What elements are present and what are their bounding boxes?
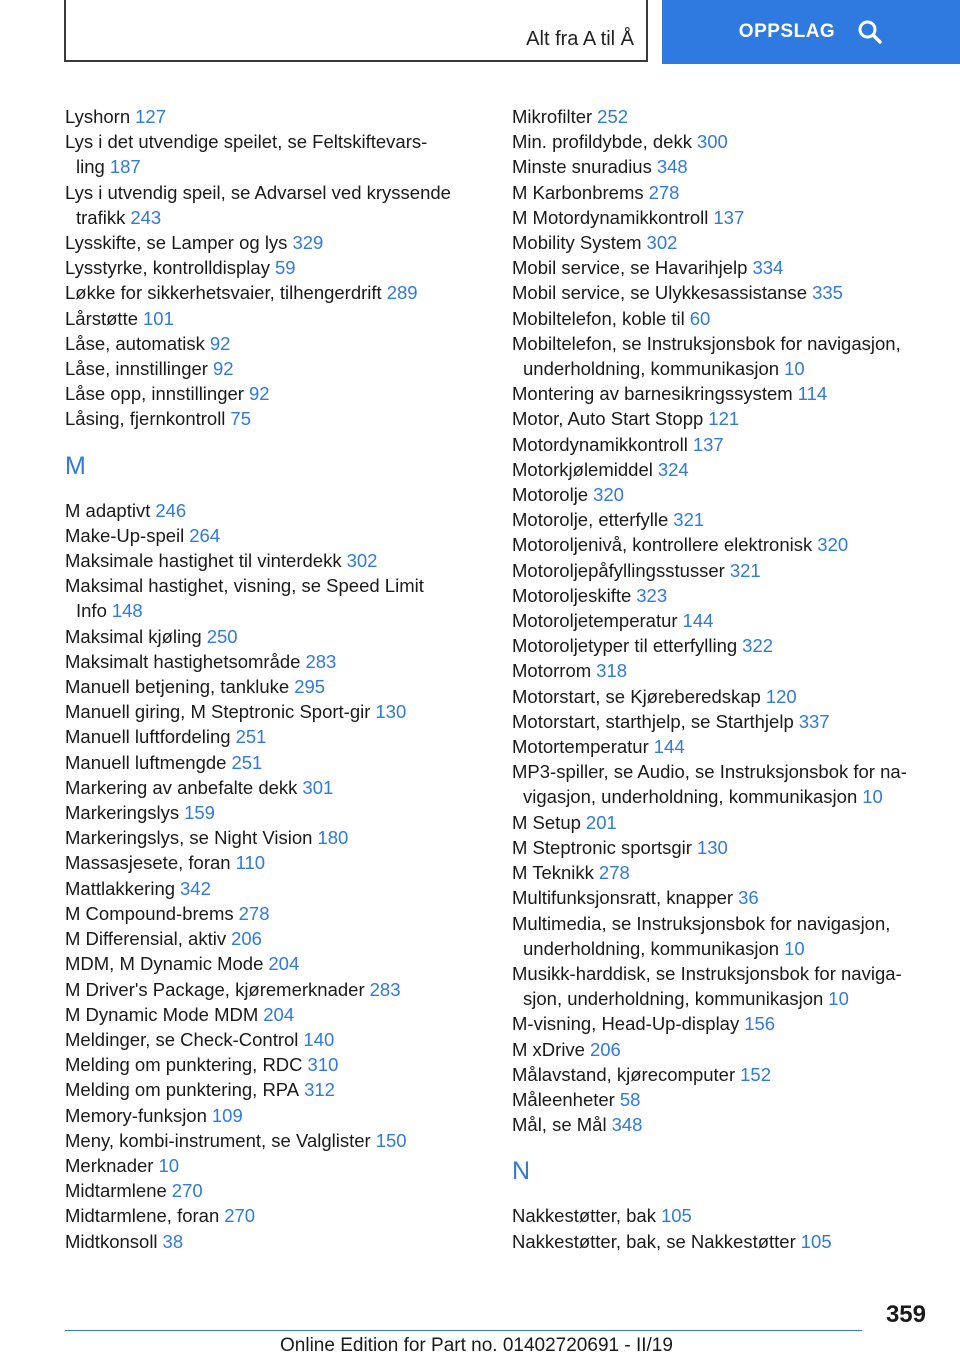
index-entry <box>65 230 505 255</box>
page-reference-link[interactable]: 278 <box>598 862 630 884</box>
index-entry <box>65 825 505 850</box>
page-reference-link[interactable]: 322 <box>742 635 774 657</box>
header-title: Alt fra A til Å <box>526 28 634 50</box>
page-reference-link[interactable]: 302 <box>346 550 378 572</box>
index-entry-text: Motoroljetemperatur <box>512 610 678 632</box>
page-reference-link[interactable]: 159 <box>184 802 215 824</box>
index-entry <box>512 1229 952 1254</box>
footer-edition <box>280 1335 673 1357</box>
index-entry-text: Mobiltelefon, koble til <box>512 307 685 329</box>
page-reference-link[interactable]: 58 <box>619 1088 641 1110</box>
index-entry-text: Nakkestøtter, bak <box>512 1205 656 1227</box>
index-entry-text: Lysstyrke, kontrolldisplay <box>65 257 270 279</box>
page-reference-link[interactable]: 283 <box>305 650 337 672</box>
page-reference-link[interactable]: 150 <box>375 1129 407 1151</box>
page-reference-link[interactable]: 324 <box>657 458 689 480</box>
page-reference-link[interactable]: 270 <box>171 1180 203 1202</box>
index-entry <box>512 230 952 255</box>
index-entry-text: Motordynamikkontroll <box>512 433 688 455</box>
index-entry <box>512 759 952 809</box>
page-reference-link[interactable]: 270 <box>224 1205 256 1227</box>
page-reference-link[interactable]: 302 <box>646 232 678 254</box>
section-heading-n: N <box>512 1157 531 1186</box>
search-icon <box>857 19 883 45</box>
index-entry-text: Låsing, fjernkontroll <box>65 408 226 430</box>
page-number: 359 <box>885 1301 926 1328</box>
index-entry-text: Mattlakkering <box>65 877 176 899</box>
index-entry <box>512 457 952 482</box>
index-entry <box>65 1077 505 1102</box>
footer-divider <box>65 1330 862 1331</box>
page-reference-link[interactable]: 321 <box>729 559 761 581</box>
index-entry-text: M Motordynamikkontroll <box>512 206 709 228</box>
index-entry-text: Info <box>76 600 107 622</box>
index-entry-text: Manuell luftfordeling <box>65 726 231 748</box>
index-entry <box>65 356 505 381</box>
page-reference-link[interactable]: 109 <box>211 1104 243 1126</box>
index-entry-text: Motortemperatur <box>512 736 649 758</box>
page-reference-link[interactable]: 206 <box>231 928 262 950</box>
index-entry-text: Meldinger, se Check-Control <box>65 1028 299 1050</box>
page-reference-link[interactable]: 148 <box>111 600 143 622</box>
page-reference-link[interactable]: 114 <box>797 383 828 405</box>
index-entry <box>65 180 505 230</box>
index-entry-text: M Karbonbrems <box>512 181 644 203</box>
page-reference-link[interactable]: 92 <box>212 358 234 380</box>
page-reference-link[interactable]: 250 <box>206 625 238 647</box>
page-reference-link[interactable]: 156 <box>744 1013 776 1035</box>
index-entry <box>512 532 952 557</box>
index-entry-text: Maksimal kjøling <box>65 625 202 647</box>
page-reference-link[interactable]: 310 <box>307 1054 339 1076</box>
index-entry <box>512 885 952 910</box>
page-reference-link[interactable]: 127 <box>135 106 167 127</box>
page-reference-link[interactable]: 10 <box>158 1154 180 1176</box>
index-entry <box>512 255 952 280</box>
page-reference-link[interactable]: 59 <box>274 257 296 279</box>
index-entry-text: Motorstart, starthjelp, se Starthjelp <box>512 710 794 732</box>
page-reference-link[interactable]: 130 <box>375 701 407 723</box>
index-entry-text: Manuell luftmengde <box>65 751 227 773</box>
page-reference-link[interactable]: 204 <box>268 953 300 975</box>
index-entry-text: Lysskifte, se Lamper og lys <box>65 232 288 254</box>
index-entry <box>65 1128 505 1153</box>
page-reference-link[interactable]: 120 <box>765 685 797 707</box>
index-entry-text: M-visning, Head-Up-display <box>512 1013 740 1035</box>
index-entry-text: Markeringslys, se Night Vision <box>65 827 313 849</box>
page-reference-link[interactable]: 121 <box>708 408 740 430</box>
page-reference-link[interactable]: 38 <box>162 1230 184 1252</box>
index-entry <box>512 911 952 961</box>
index-entry-text: Massasjesete, foran <box>65 852 231 874</box>
index-entry-text: trafikk <box>76 206 126 228</box>
index-entry <box>512 583 952 608</box>
page-reference-link[interactable]: 335 <box>812 282 843 304</box>
page-reference-link[interactable]: 329 <box>292 232 324 254</box>
index-column-right <box>512 104 952 1254</box>
index-entry-text: Motorstart, se Kjøreberedskap <box>512 685 761 707</box>
page-reference-link[interactable]: 252 <box>597 106 629 127</box>
index-entry <box>65 1027 505 1052</box>
page-reference-link[interactable]: 243 <box>130 206 162 228</box>
page-reference-link[interactable]: 320 <box>593 484 624 506</box>
index-entry-text: Motoroljenivå, kontrollere elektronisk <box>512 534 813 556</box>
index-entry-text: Maksimale hastighet til vinterdekk <box>65 550 342 572</box>
index-entry-text: Låse, innstillinger <box>65 358 208 380</box>
index-entry <box>65 381 505 406</box>
page-reference-link[interactable]: 301 <box>302 776 334 798</box>
index-entry-text: underholdning, kommunikasjon <box>523 937 780 959</box>
index-entry <box>65 104 505 129</box>
page-reference-link[interactable]: 337 <box>798 710 830 732</box>
index-entry-text: Motoroljetyper til etterfylling <box>512 635 738 657</box>
index-entry <box>65 674 505 699</box>
page-reference-link[interactable]: 246 <box>155 499 187 521</box>
page-reference-link[interactable]: 60 <box>689 307 711 329</box>
index-entry-text: Markeringslys <box>65 802 180 824</box>
index-entry <box>512 734 952 759</box>
index-entry-text: underholdning, kommunikasjon <box>523 358 780 380</box>
index-entry <box>65 331 505 356</box>
index-entry-text: vigasjon, underholdning, kommunikasjon <box>523 786 858 808</box>
index-entry-text: Markering av anbefalte dekk <box>65 776 298 798</box>
page-reference-link[interactable]: 318 <box>596 660 628 682</box>
index-entry-text: M xDrive <box>512 1038 585 1060</box>
footer-edition-text: Online Edition for Part no. 01402720691 - II/19 <box>280 1335 673 1356</box>
index-entry-text: Multimedia, se Instruksjonsbok for navigasjon, <box>512 912 891 934</box>
index-entry <box>65 699 505 724</box>
page-reference-link[interactable]: 180 <box>317 827 349 849</box>
index-entry-text: sjon, underholdning, kommunikasjon <box>523 988 824 1010</box>
index-entry-text: MDM, M Dynamic Mode <box>65 953 264 975</box>
index-entry <box>65 901 505 926</box>
index-entry-text: Manuell giring, M Steptronic Sport-gir <box>65 701 371 723</box>
index-entry-text: Mobil service, se Havarihjelp <box>512 257 748 279</box>
index-entry <box>512 1112 952 1137</box>
page-reference-link[interactable]: 289 <box>386 282 418 304</box>
index-entry-text: Midtarmlene, foran <box>65 1205 220 1227</box>
page-reference-link[interactable]: 278 <box>238 902 270 924</box>
page-reference-link[interactable]: 75 <box>230 408 251 430</box>
page-reference-link[interactable]: 10 <box>784 358 805 380</box>
header-frame <box>64 0 648 62</box>
page-reference-link[interactable]: 348 <box>656 156 688 178</box>
page-reference-link[interactable]: 201 <box>585 811 617 833</box>
index-entry <box>65 850 505 875</box>
index-entry <box>65 1103 505 1128</box>
index-entry <box>65 649 505 674</box>
index-entry <box>65 1203 505 1228</box>
index-entry-text: Motoroljepåfyllingsstusser <box>512 559 725 581</box>
index-entry <box>512 129 952 154</box>
index-entry <box>512 507 952 532</box>
index-entry-text: M Compound-brems <box>65 902 234 924</box>
index-entry <box>512 482 952 507</box>
index-entry-text: Mobility System <box>512 232 642 254</box>
index-entry-text: Make-Up-speil <box>65 524 185 546</box>
page-reference-link[interactable]: 320 <box>817 534 849 556</box>
index-entry <box>512 1037 952 1062</box>
page-reference-link[interactable]: 206 <box>589 1038 621 1060</box>
page-reference-link[interactable]: 105 <box>800 1230 832 1252</box>
index-entry <box>512 180 952 205</box>
page-reference-link[interactable]: 10 <box>862 786 883 808</box>
page-reference-link[interactable]: 152 <box>740 1063 771 1085</box>
index-entry-text: Memory-funksjon <box>65 1104 207 1126</box>
index-entry <box>512 961 952 1011</box>
index-entry <box>512 331 952 381</box>
index-entry <box>65 306 505 331</box>
index-entry-text: Meny, kombi-instrument, se Valglister <box>65 1129 371 1151</box>
index-entry <box>65 498 505 523</box>
index-entry <box>512 1087 952 1112</box>
index-entry-text: Midtarmlene <box>65 1180 167 1202</box>
page-reference-link[interactable]: 323 <box>636 584 668 606</box>
index-entry-text: M Teknikk <box>512 862 594 884</box>
index-entry-text: Mål, se Mål <box>512 1114 607 1136</box>
index-entry-text: Merknader <box>65 1154 154 1176</box>
page-reference-link[interactable]: 321 <box>673 509 705 531</box>
index-entry <box>65 406 505 431</box>
index-entry <box>512 860 952 885</box>
index-entry <box>512 406 952 431</box>
index-entry-text: Nakkestøtter, bak, se Nakkestøtter <box>512 1230 796 1252</box>
index-entry-text: Måleenheter <box>512 1088 615 1110</box>
index-entry-text: Multifunksjonsratt, knapper <box>512 887 734 909</box>
index-entry-text: Motorrom <box>512 660 592 682</box>
page-reference-link[interactable]: 283 <box>369 978 401 1000</box>
index-entry-text: Lårstøtte <box>65 307 138 329</box>
index-entry <box>512 1062 952 1087</box>
page-reference-link[interactable]: 251 <box>231 751 263 773</box>
index-entry <box>512 306 952 331</box>
index-entry <box>65 876 505 901</box>
index-entry <box>512 658 952 683</box>
index-entry <box>65 1002 505 1027</box>
page-reference-link[interactable]: 36 <box>738 887 759 909</box>
page-reference-link[interactable]: 144 <box>653 736 685 758</box>
index-entry-text: Melding om punktering, RDC <box>65 1054 303 1076</box>
index-entry-text: Målavstand, kjørecomputer <box>512 1063 736 1085</box>
index-entry-text: Motoroljeskifte <box>512 584 632 606</box>
index-entry <box>65 1229 505 1254</box>
page-reference-link[interactable]: 204 <box>263 1003 295 1025</box>
page-reference-link[interactable]: 110 <box>235 852 266 874</box>
page-reference-link[interactable]: 130 <box>696 836 728 858</box>
index-entry-text: ling <box>76 156 105 178</box>
page-reference-link[interactable]: 264 <box>189 524 221 546</box>
index-entry-text: Lyshorn <box>65 106 131 127</box>
index-entry <box>65 548 505 573</box>
index-entry <box>65 1178 505 1203</box>
index-column-left <box>65 104 505 1254</box>
index-entry <box>512 558 952 583</box>
index-entry <box>512 709 952 734</box>
index-entry <box>512 205 952 230</box>
index-entry <box>65 800 505 825</box>
index-entry-text: M Dynamic Mode MDM <box>65 1003 259 1025</box>
index-entry-text: M Steptronic sportsgir <box>512 836 692 858</box>
page-reference-link[interactable]: 144 <box>682 610 714 632</box>
page-reference-link[interactable]: 101 <box>143 307 174 329</box>
index-entry <box>65 926 505 951</box>
index-entry-text: M Driver's Package, kjøremerknader <box>65 978 365 1000</box>
index-entry <box>65 280 505 305</box>
page-reference-link[interactable]: 92 <box>209 332 231 354</box>
index-entry <box>512 104 952 129</box>
index-entry <box>65 977 505 1002</box>
section-heading-m: M <box>65 451 86 480</box>
index-entry <box>512 684 952 709</box>
index-entry <box>512 633 952 658</box>
index-entry-text: Min. profildybde, dekk <box>512 131 692 153</box>
index-entry-text: Montering av barnesikringssystem <box>512 383 793 405</box>
index-entry <box>512 432 952 457</box>
index-entry <box>512 810 952 835</box>
index-entry-text: Låse opp, innstillinger <box>65 383 244 405</box>
index-entry-text: Mobil service, se Ulykkesassistanse <box>512 282 808 304</box>
index-entry <box>65 573 505 623</box>
index-entry-text: Motor, Auto Start Stopp <box>512 408 704 430</box>
index-entry-text: Løkke for sikkerhetsvaier, tilhengerdrift <box>65 282 382 304</box>
page-reference-link[interactable]: 187 <box>109 156 141 178</box>
page-reference-link[interactable]: 295 <box>294 676 326 698</box>
index-entry <box>65 129 505 179</box>
index-entry <box>65 750 505 775</box>
index-entry <box>65 1153 505 1178</box>
index-entry <box>65 523 505 548</box>
index-entry-text: Låse, automatisk <box>65 332 205 354</box>
index-entry-text: Musikk-harddisk, se Instruksjonsbok for naviga- <box>512 962 902 984</box>
index-entry-text: Motorolje, etterfylle <box>512 509 669 531</box>
index-entry <box>65 624 505 649</box>
index-entry <box>65 724 505 749</box>
page-reference-link[interactable]: 312 <box>304 1079 335 1101</box>
index-entry <box>65 1052 505 1077</box>
page-reference-link[interactable]: 92 <box>248 383 270 405</box>
index-entry <box>512 154 952 179</box>
index-entry-text: Midtkonsoll <box>65 1230 158 1252</box>
page-reference-link[interactable]: 137 <box>692 433 724 455</box>
index-entry <box>512 280 952 305</box>
index-entry-text: Lys i det utvendige speilet, se Feltskiftevars- <box>65 131 428 153</box>
index-entry-text: Mikrofilter <box>512 106 593 127</box>
page-reference-link[interactable]: 334 <box>752 257 784 279</box>
index-entry <box>512 381 952 406</box>
page-reference-link[interactable]: 348 <box>611 1114 643 1136</box>
page-reference-link[interactable]: 105 <box>660 1205 692 1227</box>
page-reference-link[interactable]: 10 <box>784 937 805 959</box>
lookup-button-label: OPPSLAG <box>738 21 836 42</box>
page-reference-link[interactable]: 342 <box>180 877 211 899</box>
page-reference-link[interactable]: 300 <box>696 131 728 153</box>
index-entry <box>512 1011 952 1036</box>
index-entry <box>65 775 505 800</box>
index-entry <box>512 608 952 633</box>
page-reference-link[interactable]: 137 <box>713 206 745 228</box>
index-entry-text: Melding om punktering, RPA <box>65 1079 300 1101</box>
index-entry-text: Maksimalt hastighetsområde <box>65 650 301 672</box>
index-entry-text: Lys i utvendig speil, se Advarsel ved kryssende <box>65 181 451 203</box>
page-reference-link[interactable]: 10 <box>828 988 849 1010</box>
index-entry <box>65 951 505 976</box>
index-entry-text: M Differensial, aktiv <box>65 928 227 950</box>
index-entry-text: Minste snuradius <box>512 156 652 178</box>
index-entry <box>65 255 505 280</box>
index-entry-text: Mobiltelefon, se Instruksjonsbok for navigasjon, <box>512 332 901 354</box>
index-entry <box>512 835 952 860</box>
index-entry-text: MP3-spiller, se Audio, se Instruksjonsbok for na- <box>512 761 907 783</box>
index-entry-text: M Setup <box>512 811 581 833</box>
lookup-button[interactable] <box>662 0 960 64</box>
index-entry-text: Motorolje <box>512 484 589 506</box>
index-entry-text: M adaptivt <box>65 499 151 521</box>
index-entry-text: Maksimal hastighet, visning, se Speed Limit <box>65 575 424 597</box>
index-entry-text: Manuell betjening, tankluke <box>65 676 290 698</box>
page-reference-link[interactable]: 251 <box>235 726 267 748</box>
page-reference-link[interactable]: 278 <box>648 181 680 203</box>
index-entry <box>512 1203 952 1228</box>
index-entry-text: Motorkjølemiddel <box>512 458 653 480</box>
page-reference-link[interactable]: 140 <box>303 1028 335 1050</box>
